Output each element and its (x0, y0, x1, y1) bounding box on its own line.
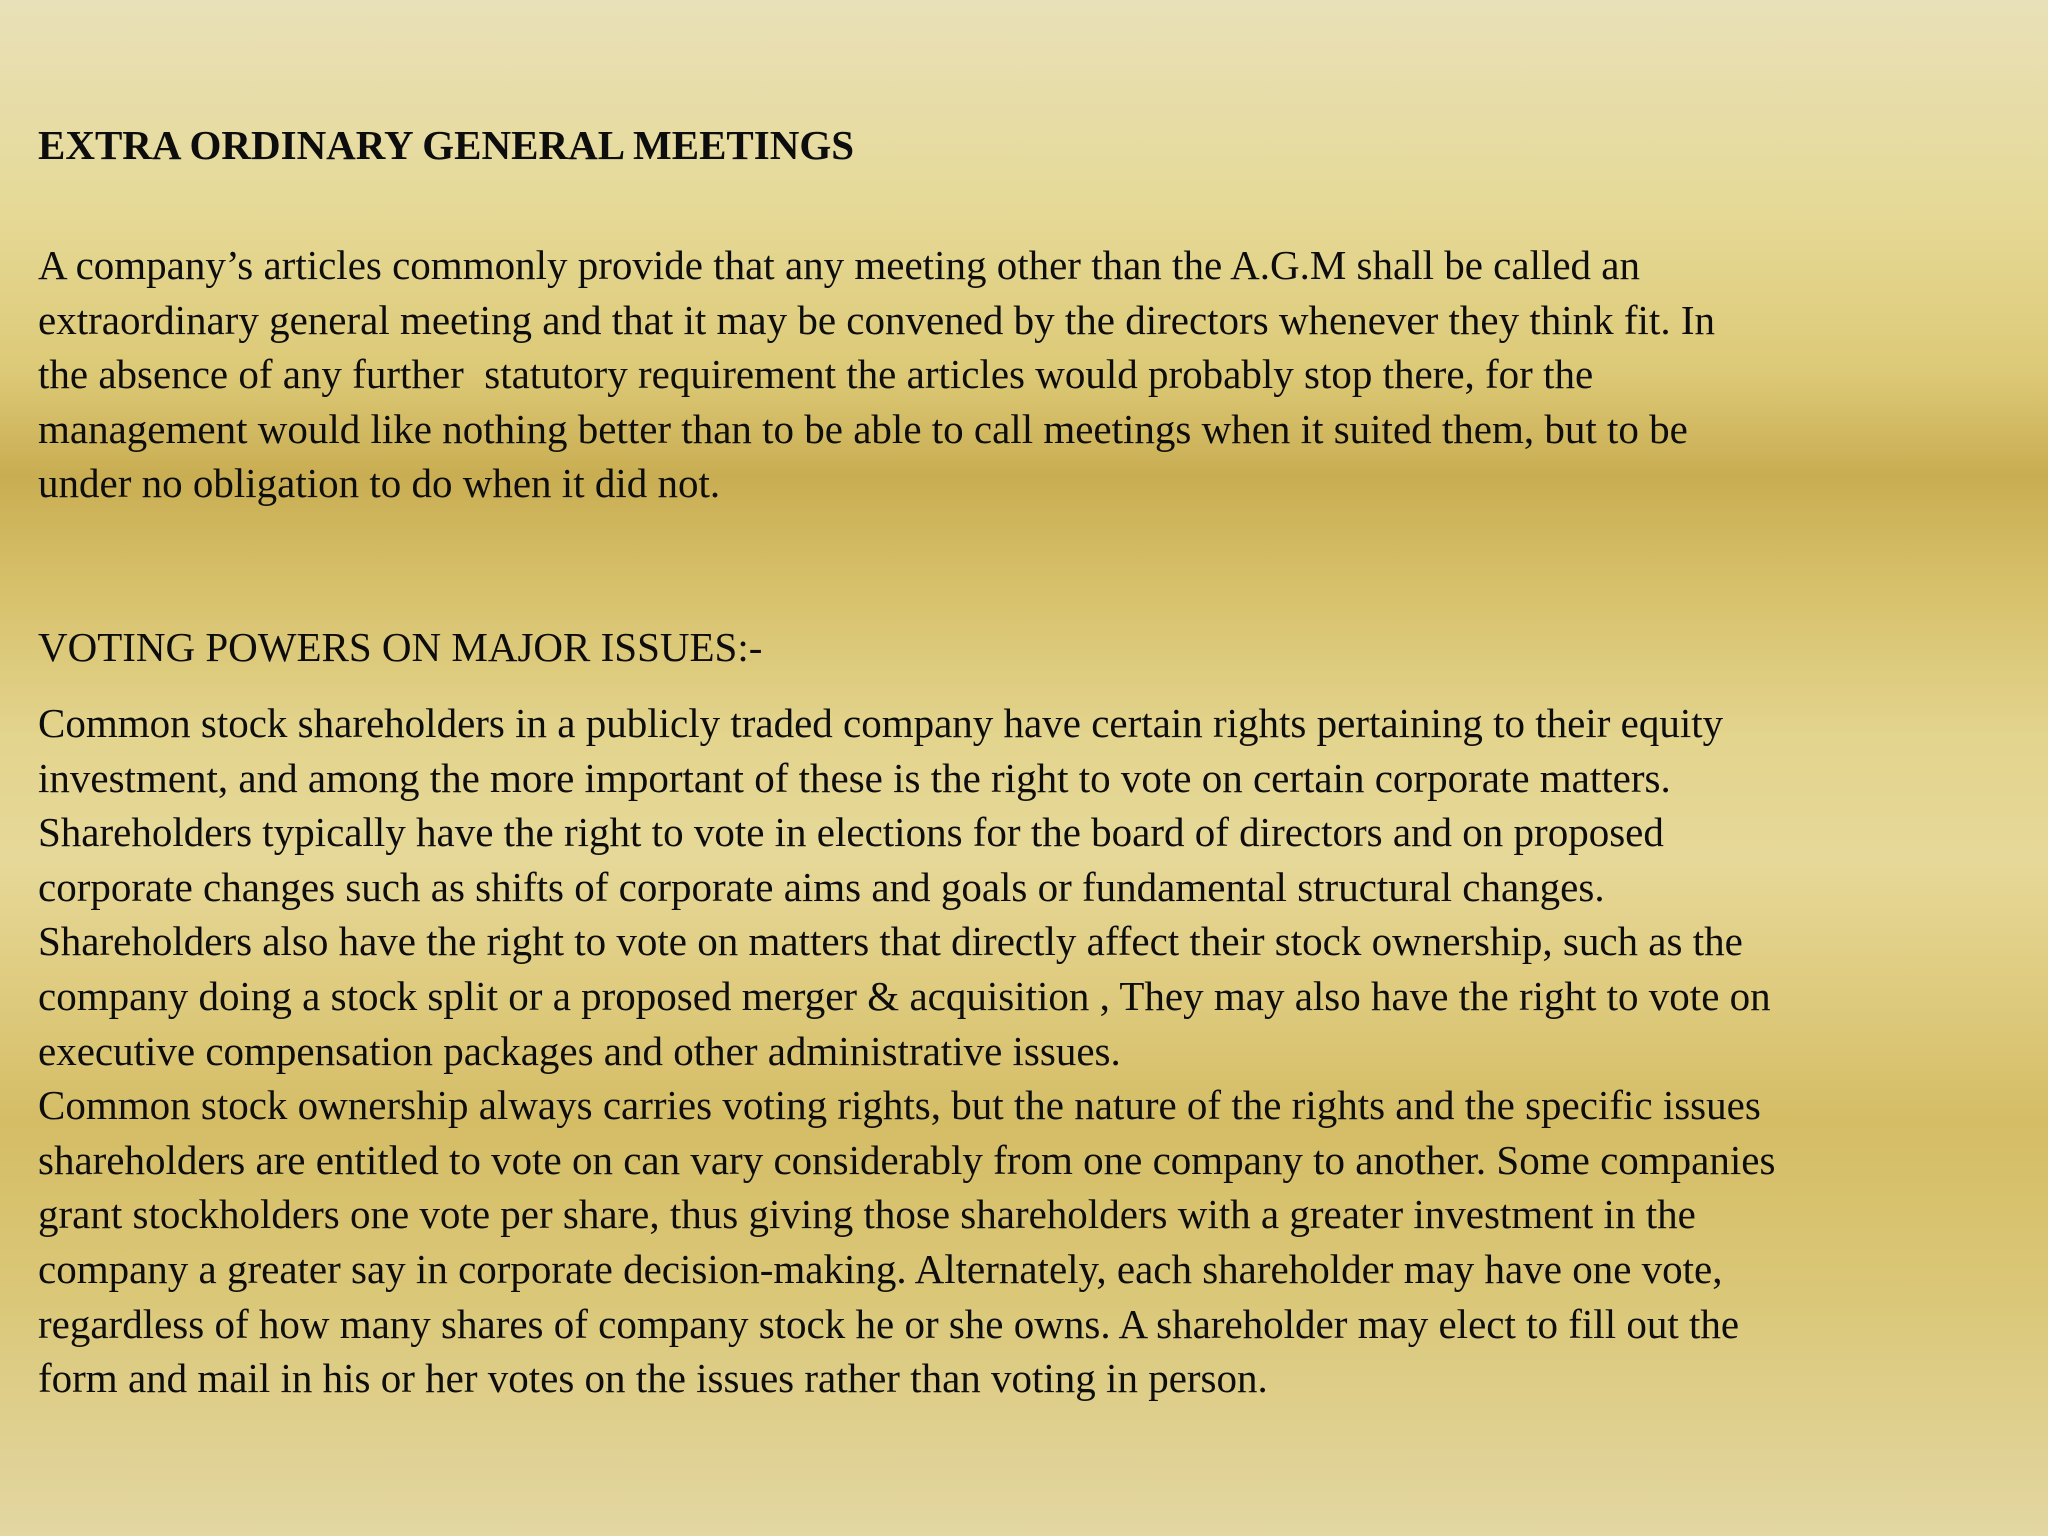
text-line: management would like nothing better than to be able to call meetings when it suited them, but to be (38, 405, 1688, 452)
text-line: Shareholders typically have the right to vote in elections for the board of directors and on proposed (38, 809, 1664, 856)
text-line: executive compensation packages and other administrative issues. (38, 1027, 1121, 1074)
section-heading-voting-powers: VOTING POWERS ON MAJOR ISSUES:- (38, 624, 763, 670)
text-line: company a greater say in corporate decision-making. Alternately, each shareholder may have one vote, (38, 1245, 1723, 1292)
text-line: grant stockholders one vote per share, thus giving those shareholders with a greater investment in the (38, 1191, 1696, 1238)
text-line: corporate changes such as shifts of corporate aims and goals or fundamental structural changes. (38, 863, 1605, 910)
text-line: investment, and among the more important of these is the right to vote on certain corporate matters. (38, 754, 1671, 801)
paragraph-extraordinary-meetings (38, 238, 1998, 511)
paragraph-voting-powers (38, 696, 2028, 1406)
text-line: Shareholders also have the right to vote on matters that directly affect their stock ownership, such as the (38, 918, 1743, 965)
text-line: Common stock ownership always carries voting rights, but the nature of the rights and the specific issues (38, 1082, 1761, 1129)
text-line: Common stock shareholders in a publicly traded company have certain rights pertaining to their equity (38, 700, 1724, 746)
text-line: form and mail in his or her votes on the issues rather than voting in person. (38, 1355, 1268, 1402)
text-line: company doing a stock split or a proposed merger & acquisition , They may also have the right to vote on (38, 972, 1771, 1019)
text-line: shareholders are entitled to vote on can vary considerably from one company to another. Some companies (38, 1136, 1776, 1183)
section-heading-extraordinary-meetings: EXTRA ORDINARY GENERAL MEETINGS (38, 122, 855, 168)
text-line: regardless of how many shares of company stock he or she owns. A shareholder may elect to fill out the (38, 1300, 1740, 1347)
text-line: A company’s articles commonly provide that any meeting other than the A.G.M shall be called an (38, 242, 1641, 288)
text-line: the absence of any further statutory requirement the articles would probably stop there, for the (38, 351, 1594, 398)
text-line: under no obligation to do when it did not. (38, 460, 721, 507)
text-line: extraordinary general meeting and that it may be convened by the directors whenever they think fit. In (38, 296, 1715, 343)
